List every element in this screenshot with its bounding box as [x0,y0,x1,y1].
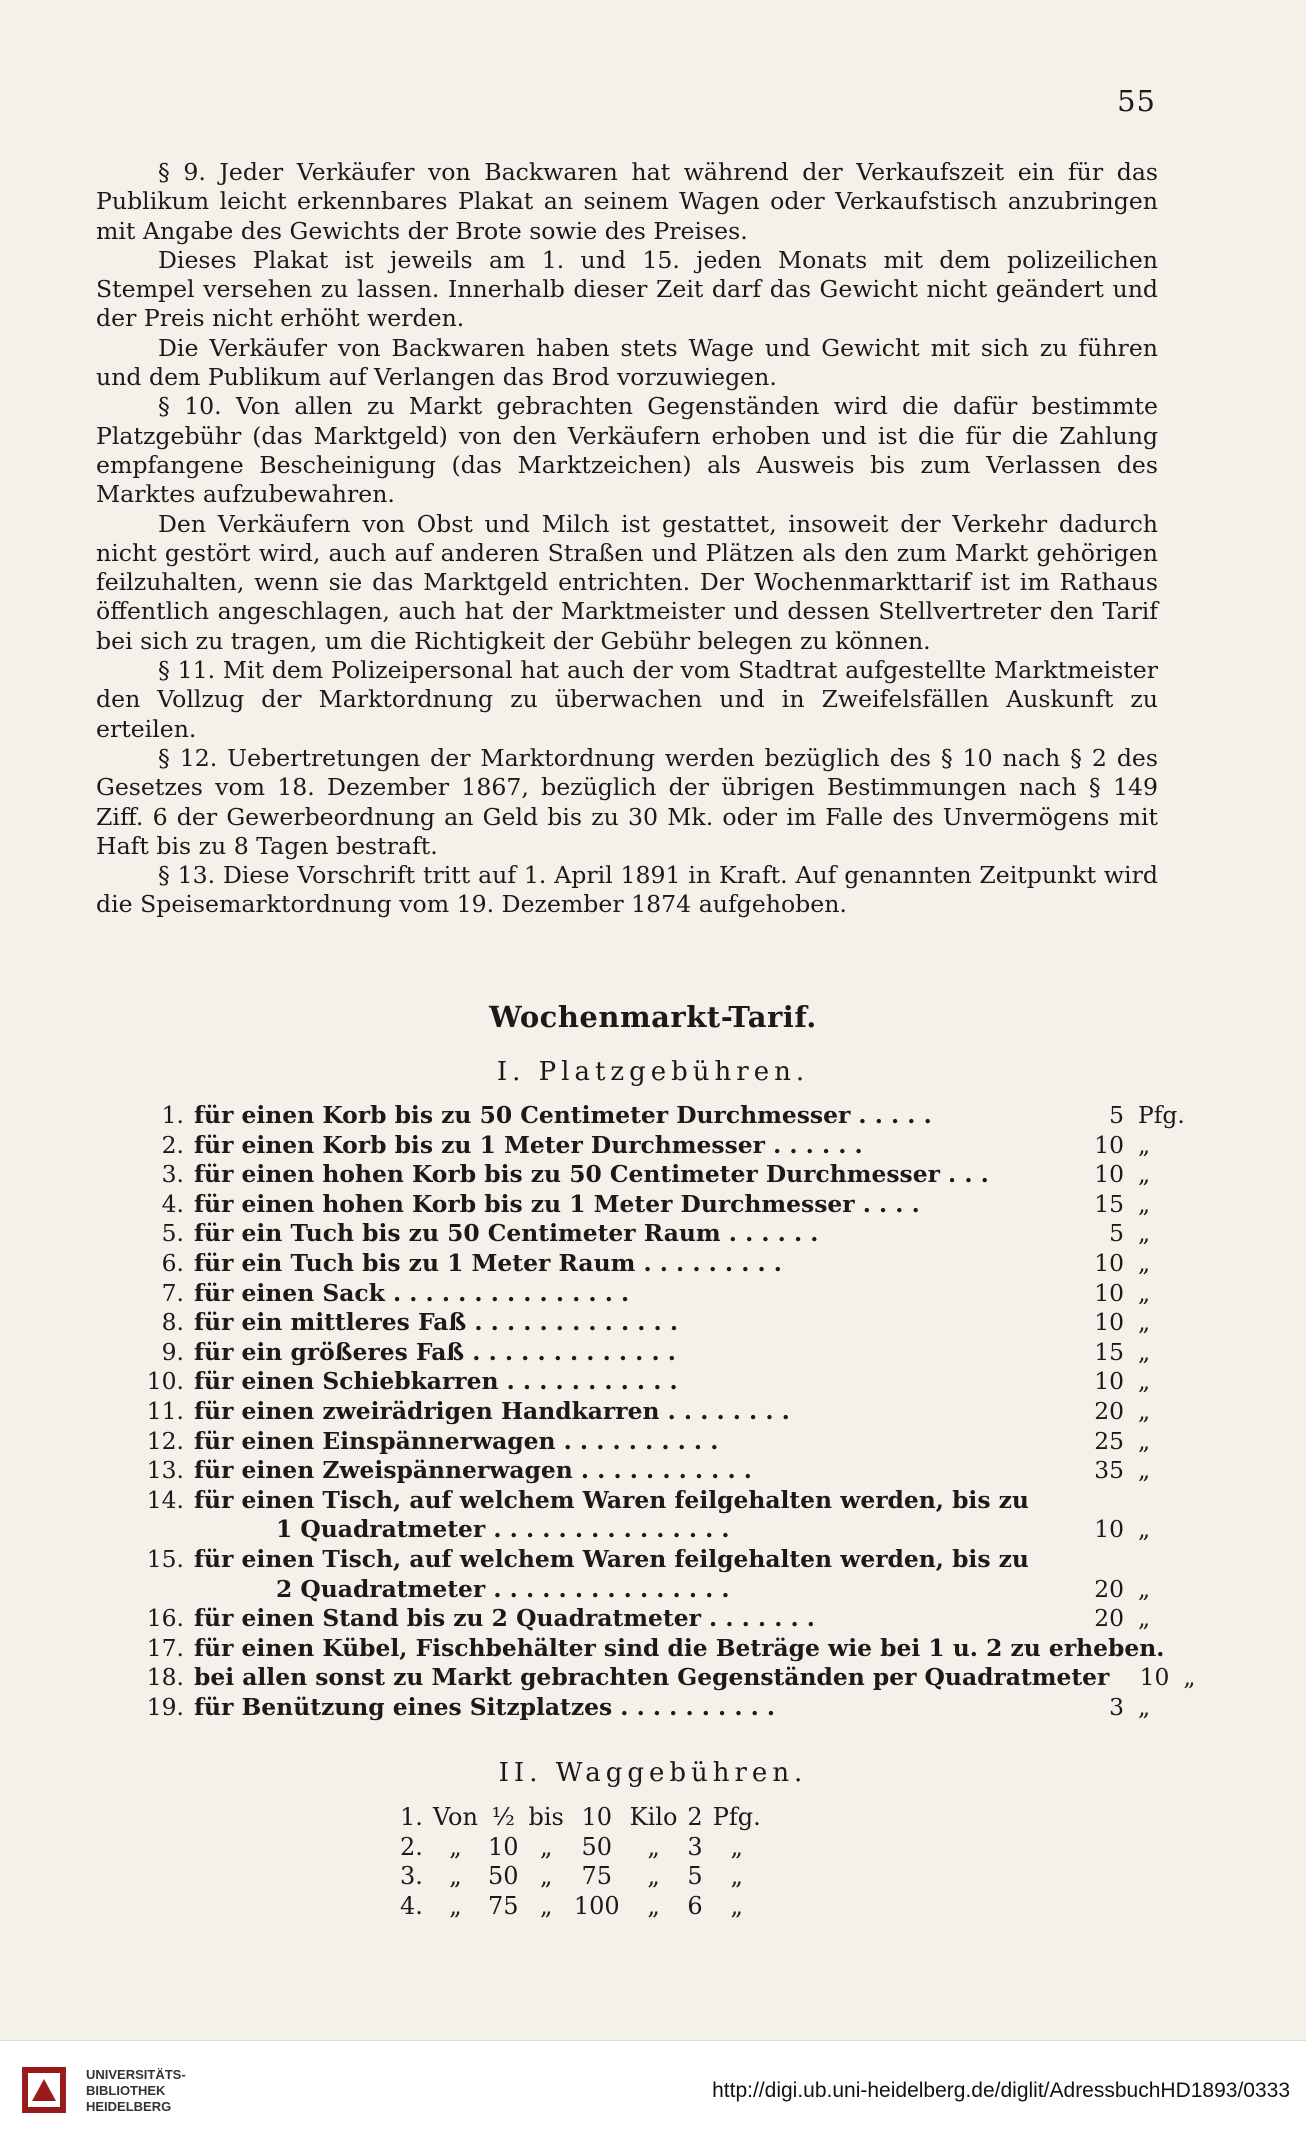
table-cell: 2 [687,1803,703,1831]
table-cell: „ [647,1832,660,1861]
paragraph-9-placard: Dieses Plakat ist jeweils am 1. und 15. jeden Monats mit dem polizeilichen Stempel versehen zu lassen. Innerhalb dieser Zeit darf das Gewicht nicht geändert und der Preis nicht erhöht werden. [96,245,1158,333]
list-item: 16. für einen Stand bis zu 2 Quadratmeter . . . . . . . 20 „ [146,1604,1151,1633]
table-cell: 10 [581,1803,613,1831]
table-cell: 75 [487,1891,519,1920]
regulation-text [96,158,1158,920]
list-item: 8. für ein mittleres Faß . . . . . . . . . . . . . 10 „ [161,1308,1151,1337]
table-cell: bis [528,1803,564,1831]
list-item-continued: 1 Quadratmeter . . . . . . . . . . . . . . . 10 „ [276,1515,1151,1544]
table-row [400,1862,771,1892]
table-cell: „ [539,1862,553,1891]
library-footer [0,2040,1306,2140]
table-cell: Von [432,1803,478,1831]
list-item: 3. für einen hohen Korb bis zu 50 Centimeter Durchmesser . . . 10 „ [161,1160,1151,1189]
page-number: 55 [1117,84,1156,118]
table-cell: Pfg. [712,1803,761,1831]
list-item: 18. bei allen sonst zu Markt gebrachten Gegenständen per Quadratmeter 10 „ [146,1663,1196,1692]
fee-list [132,1101,1196,1722]
library-logo-icon [16,2059,76,2123]
paragraph-9-scales: Die Verkäufer von Backwaren haben stets Wage und Gewicht mit sich zu führen und dem Publikum auf Verlangen das Brod vorzuwiegen. [96,333,1158,392]
table-cell: 100 [573,1891,620,1920]
list-item: 9. für ein größeres Faß . . . . . . . . . . . . . 15 „ [161,1337,1151,1366]
table-cell: 50 [487,1862,519,1891]
table-cell: 75 [581,1862,613,1891]
list-item: 11. für einen zweirädrigen Handkarren . . . . . . . . 20 „ [146,1396,1151,1425]
library-name: UNIVERSITÄTS- BIBLIOTHEK HEIDELBERG [86,2067,186,2114]
list-item: 12. für einen Einspännerwagen . . . . . . . . . . 25 „ [146,1426,1151,1455]
table-cell: „ [539,1891,553,1920]
table-cell: 5 [687,1862,703,1891]
list-item: 10. für einen Schiebkarren . . . . . . . . . . . 10 „ [146,1367,1151,1396]
list-item: 13. für einen Zweispännerwagen . . . . . . . . . . . 35 „ [146,1456,1151,1485]
source-url-link[interactable]: http://digi.ub.uni-heidelberg.de/diglit/AdressbuchHD1893/0333 [712,2079,1290,2102]
list-item: 6. für ein Tuch bis zu 1 Meter Raum . . . . . . . . . 10 „ [161,1248,1151,1277]
paragraph-13: § 13. Diese Vorschrift tritt auf 1. April 1891 in Kraft. Auf genannten Zeitpunkt wird die Speisemarktordnung vom 19. Dezember 1874 aufgehoben. [96,861,1158,919]
table-cell: ½ [491,1803,515,1831]
table-cell: 4. [400,1891,423,1920]
table-cell: Kilo [629,1803,678,1831]
table-cell: „ [647,1891,660,1920]
list-item: 2. für einen Korb bis zu 1 Meter Durchmesser . . . . . . 10 „ [161,1130,1151,1159]
table-cell: „ [449,1891,462,1920]
table-cell: 10 [487,1832,519,1861]
section-title-fees: I. Platzgebühren. [496,1057,810,1087]
list-item: 15. für einen Tisch, auf welchem Waren feilgehalten werden, bis zu [146,1544,1029,1573]
list-item-continued: 2 Quadratmeter . . . . . . . . . . . . . . . 20 „ [276,1574,1151,1603]
table-cell: 2. [400,1832,423,1861]
table-cell: „ [730,1862,743,1891]
table-cell: „ [539,1832,553,1861]
list-item: 17. für einen Kübel, Fischbehälter sind die Beträge wie bei 1 u. 2 zu erheben. [146,1633,1165,1662]
table-cell: „ [449,1832,462,1861]
paragraph-12: § 12. Uebertretungen der Marktordnung werden bezüglich des § 10 nach § 2 des Gesetzes vom 18. Dezember 1867, bezüglich der übrigen Bestimmungen nach § 149 Ziff. 6 der Gewerbeordnung an Geld bis zu 30 Mk. oder im Falle des Unvermögens mit Haft bis zu 8 Tagen bestraft. [96,743,1158,860]
table-row [400,1892,771,1922]
list-item: 14. für einen Tisch, auf welchem Waren feilgehalten werden, bis zu [146,1485,1029,1514]
paragraph-10-sellers: Den Verkäufern von Obst und Milch ist gestattet, insoweit der Verkehr dadurch nicht gestört wird, auch auf anderen Straßen und Plätzen als den zum Markt gehörigen feilzuhalten, wenn sie das Marktgeld entrichten. Der Wochenmarkttarif ist im Rathaus öffentlich angeschlagen, auch hat der Marktmeister und dessen Stellvertreter den Tarif bei sich zu tragen, um die Richtigkeit der Gebühr belegen zu können. [96,509,1158,655]
table-cell: 1. [400,1803,423,1831]
table-row [400,1833,771,1863]
list-item: 5. für ein Tuch bis zu 50 Centimeter Raum . . . . . . 5 „ [161,1219,1151,1248]
table-cell: „ [647,1862,660,1891]
table-cell: 3. [400,1862,423,1891]
table-cell: „ [730,1891,743,1920]
paragraph-10: § 10. Von allen zu Markt gebrachten Gegenständen wird die dafür bestimmte Platzgebühr (das Marktgeld) von den Verkäufern erhoben und ist die für die Zahlung empfangene Bescheinigung (das Marktzeichen) als Ausweis bis zum Verlassen des Marktes aufzubewahren. [96,392,1158,509]
table-cell: 6 [687,1891,703,1920]
weighing-fee-table [400,1803,771,1921]
section-title-weighing: II. Waggebühren. [498,1758,808,1788]
list-item: 1. für einen Korb bis zu 50 Centimeter Durchmesser . . . . . 5 Pfg. [161,1101,1185,1129]
table-cell: „ [730,1832,743,1861]
list-item: 4. für einen hohen Korb bis zu 1 Meter Durchmesser . . . . 15 „ [161,1189,1151,1218]
table-row [400,1803,771,1833]
list-item: 7. für einen Sack . . . . . . . . . . . . . . . 10 „ [161,1278,1151,1307]
table-cell: 3 [687,1832,703,1861]
paragraph-11: § 11. Mit dem Polizeipersonal hat auch der vom Stadtrat aufgestellte Marktmeister den Vollzug der Marktordnung zu überwachen und in Zweifelsfällen Auskunft zu erteilen. [96,656,1158,743]
tariff-title: Wochenmarkt-Tarif. [489,1000,817,1034]
list-item: 19. für Benützung eines Sitzplatzes . . . . . . . . . . 3 „ [146,1692,1151,1721]
paragraph-9: § 9. Jeder Verkäufer von Backwaren hat während der Verkaufszeit ein für das Publikum leicht erkennbares Plakat an seinem Wagen oder Verkaufstisch anzubringen mit Angabe des Gewichts der Brote sowie des Preises. [96,158,1158,245]
table-cell: „ [449,1862,462,1891]
table-cell: 50 [581,1832,613,1861]
